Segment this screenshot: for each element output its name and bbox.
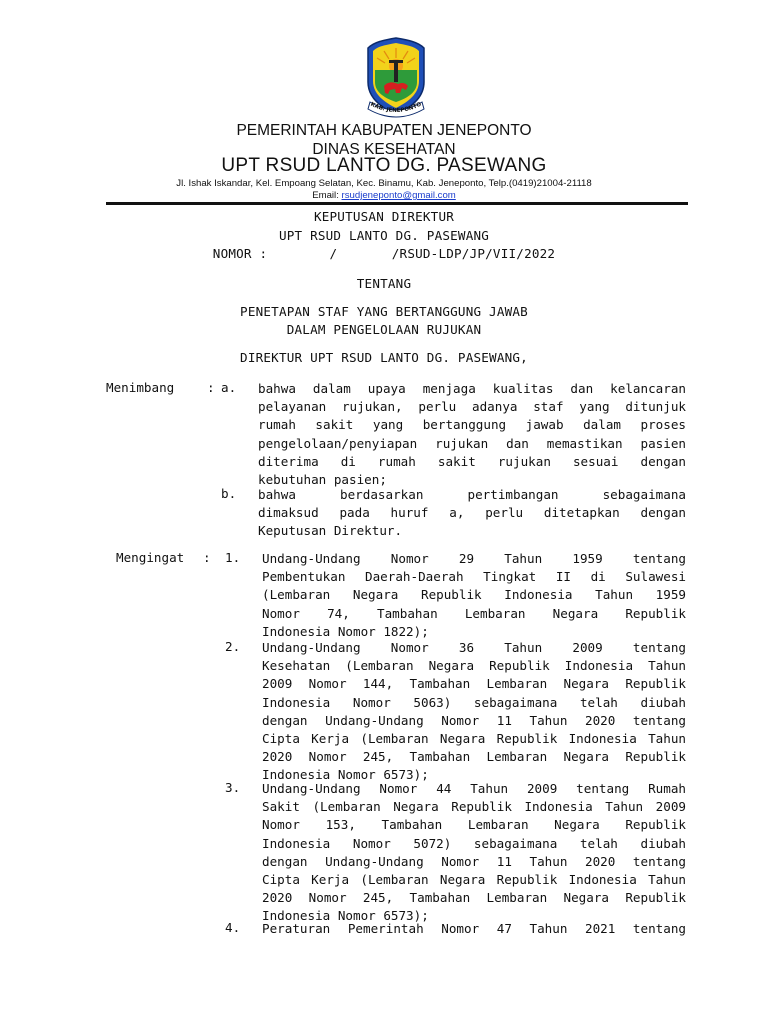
decree-title: KEPUTUSAN DIREKTUR	[313, 209, 455, 224]
jeneponto-emblem-icon	[364, 36, 428, 120]
mengingat-item-number: 1.	[225, 550, 241, 565]
text-line: Indonesia Nomor 5063) sebagaimana telah diubah	[262, 694, 686, 710]
text-line: (Lembaran Negara Republik Indonesia Tahun 1959	[262, 587, 686, 603]
hospital-name: UPT RSUD LANTO DG. PASEWANG	[221, 155, 547, 176]
mengingat-item-number: 3.	[225, 780, 241, 795]
mengingat-item-text	[262, 550, 686, 641]
mengingat-item-number: 4.	[225, 920, 241, 935]
text-line: Cipta Kerja (Lembaran Negara Republik Indonesia Tahun	[262, 731, 686, 747]
subject-line-1: PENETAPAN STAF YANG BERTANGGUNG JAWAB	[240, 304, 528, 319]
emblem-ribbon-text: KAB. JENEPONTO	[369, 101, 423, 115]
text-line: diterima di rumah sakit rujukan sesuai dengan	[258, 453, 686, 469]
menimbang-item-mark: b.	[221, 486, 237, 501]
menimbang-colon: :	[207, 380, 215, 395]
mengingat-item-text	[262, 639, 686, 785]
text-line: Kesehatan (Lembaran Negara Republik Indonesia Tahun	[262, 658, 686, 674]
mengingat-item-text	[262, 920, 686, 938]
mengingat-item-number: 2.	[225, 639, 241, 654]
text-line: Peraturan Pemerintah Nomor 47 Tahun 2021 tentang	[262, 921, 686, 936]
address-line: Jl. Ishak Iskandar, Kel. Empoang Selatan, Kec. Binamu, Kab. Jeneponto, Telp.(0419)21004-21118	[176, 178, 592, 189]
text-line: Indonesia Nomor 1822);	[262, 623, 429, 639]
text-line: 2020 Nomor 245, Tambahan Lembaran Negara Republik	[262, 749, 686, 765]
tentang-heading: TENTANG	[356, 276, 412, 291]
text-line: Undang-Undang Nomor 36 Tahun 2009 tentang	[262, 640, 686, 655]
mengingat-item-text	[262, 780, 686, 926]
text-line: Undang-Undang Nomor 29 Tahun 1959 tentang	[262, 551, 686, 566]
text-line: Nomor 74, Tambahan Lembaran Negara Republik	[262, 605, 686, 621]
menimbang-item-text	[258, 486, 686, 541]
text-line: Undang-Undang Nomor 44 Tahun 2009 tentang Rumah	[262, 781, 686, 796]
text-line: dimaksud pada huruf a, perlu ditetapkan dengan	[258, 505, 686, 521]
government-name: PEMERINTAH KABUPATEN JENEPONTO	[236, 122, 532, 139]
text-line: bahwa berdasarkan pertimbangan sebagaimana	[258, 487, 686, 502]
letterhead-divider	[106, 202, 688, 205]
text-line: Nomor 153, Tambahan Lembaran Negara Republik	[262, 817, 686, 833]
decree-number: NOMOR : / /RSUD-LDP/JP/VII/2022	[212, 246, 556, 261]
text-line: pelayanan rujukan, perlu adanya staf yang ditunjuk	[258, 399, 686, 415]
decree-issuer: UPT RSUD LANTO DG. PASEWANG	[278, 228, 490, 243]
text-line: 2020 Nomor 245, Tambahan Lembaran Negara Republik	[262, 890, 686, 906]
email-line	[0, 190, 768, 201]
text-line: Indonesia Nomor 6573);	[262, 767, 429, 783]
text-line: Pembentukan Daerah-Daerah Tingkat II di Sulawesi	[262, 569, 686, 585]
text-line: bahwa dalam upaya menjaga kualitas dan kelancaran	[258, 381, 686, 396]
mengingat-colon: :	[203, 550, 211, 565]
text-line: rumah sakit yang bertanggung jawab dalam proses	[258, 417, 686, 433]
agency-name: DINAS KESEHATAN	[312, 141, 456, 158]
text-line: Sakit (Lembaran Negara Republik Indonesia Tahun 2009	[262, 799, 686, 815]
director-line: DIREKTUR UPT RSUD LANTO DG. PASEWANG,	[240, 350, 528, 365]
email-link[interactable]: rsudjeneponto@gmail.com	[341, 190, 456, 201]
email-label: Email:	[312, 190, 342, 201]
menimbang-label: Menimbang	[106, 380, 175, 395]
text-line: Indonesia Nomor 6573);	[262, 908, 429, 924]
subject-line-2: DALAM PENGELOLAAN RUJUKAN	[286, 322, 482, 337]
text-line: pengelolaan/penyiapan rujukan dan memastikan pasien	[258, 435, 686, 451]
menimbang-item-text	[258, 380, 686, 489]
text-line: Keputusan Direktur.	[258, 523, 403, 539]
text-line: Cipta Kerja (Lembaran Negara Republik Indonesia Tahun	[262, 872, 686, 888]
mengingat-label: Mengingat	[116, 550, 185, 565]
text-line: kebutuhan pasien;	[258, 472, 387, 488]
text-line: dengan Undang-Undang Nomor 11 Tahun 2020 tentang	[262, 853, 686, 869]
menimbang-item-mark: a.	[221, 380, 237, 395]
text-line: 2009 Nomor 144, Tambahan Lembaran Negara Republik	[262, 676, 686, 692]
text-line: Indonesia Nomor 5072) sebagaimana telah diubah	[262, 835, 686, 851]
text-line: dengan Undang-Undang Nomor 11 Tahun 2020 tentang	[262, 712, 686, 728]
